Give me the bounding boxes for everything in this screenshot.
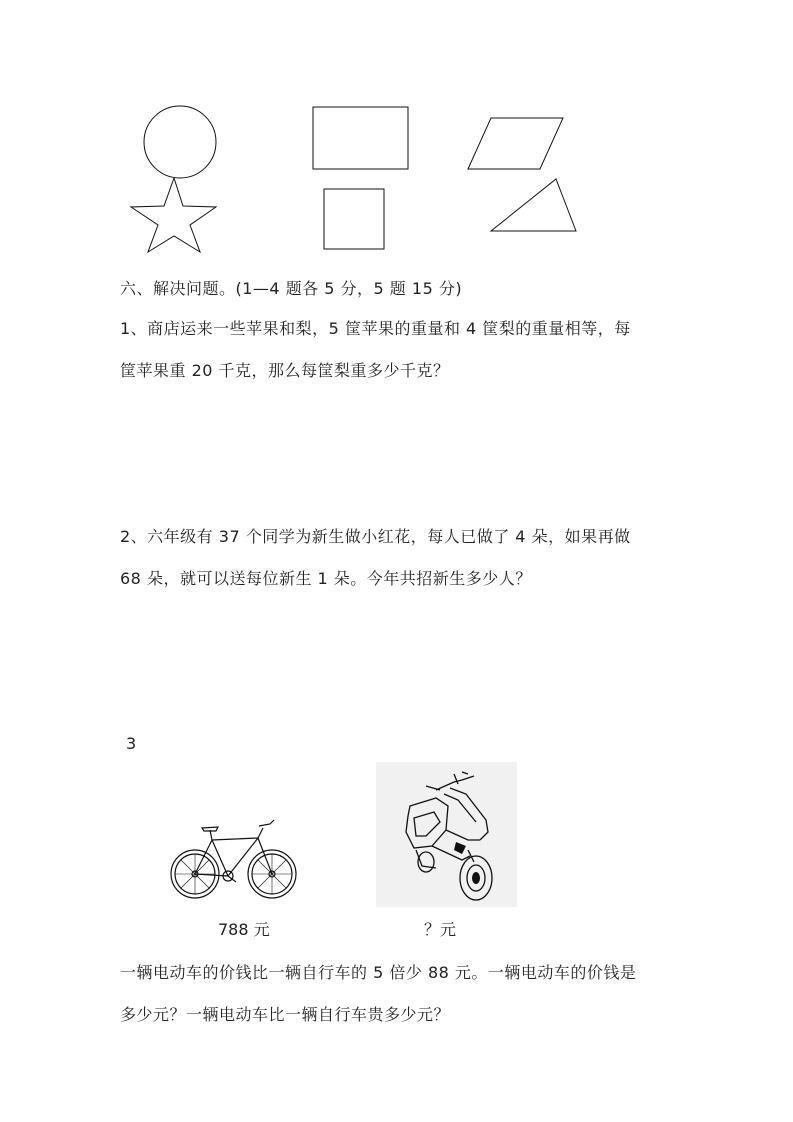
triangle-shape [491, 179, 576, 231]
bicycle-price: 788 元 [218, 920, 270, 939]
shapes-figure [0, 0, 793, 270]
problem1-line1: 1、商店运来一些苹果和梨，5 筐苹果的重量和 4 筐梨的重量相等，每 [120, 319, 631, 338]
circle-shape [144, 106, 216, 178]
parallelogram-shape [468, 118, 563, 169]
problem2-line2: 68 朵，就可以送每位新生 1 朵。今年共招新生多少人？ [120, 569, 532, 588]
rectangle-shape [313, 107, 408, 169]
scooter-price: ？元 [424, 920, 457, 939]
scooter-illustration [396, 770, 500, 904]
section-heading: 六、解决问题。(1—4 题各 5 分，5 题 15 分) [120, 279, 463, 298]
problem2-line1: 2、六年级有 37 个同学为新生做小红花，每人已做了 4 朵，如果再做 [120, 527, 631, 546]
star-shape [131, 178, 216, 252]
problem3-line2: 多少元？一辆电动车比一辆自行车贵多少元？ [120, 1005, 451, 1024]
bicycle-illustration [166, 818, 300, 902]
problem1-line2: 筐苹果重 20 千克，那么每筐梨重多少千克？ [120, 361, 450, 380]
square-shape [324, 189, 384, 249]
problem3-line1: 一辆电动车的价钱比一辆自行车的 5 倍少 88 元。一辆电动车的价钱是 [120, 963, 637, 982]
problem3-number: 3 [126, 734, 137, 753]
